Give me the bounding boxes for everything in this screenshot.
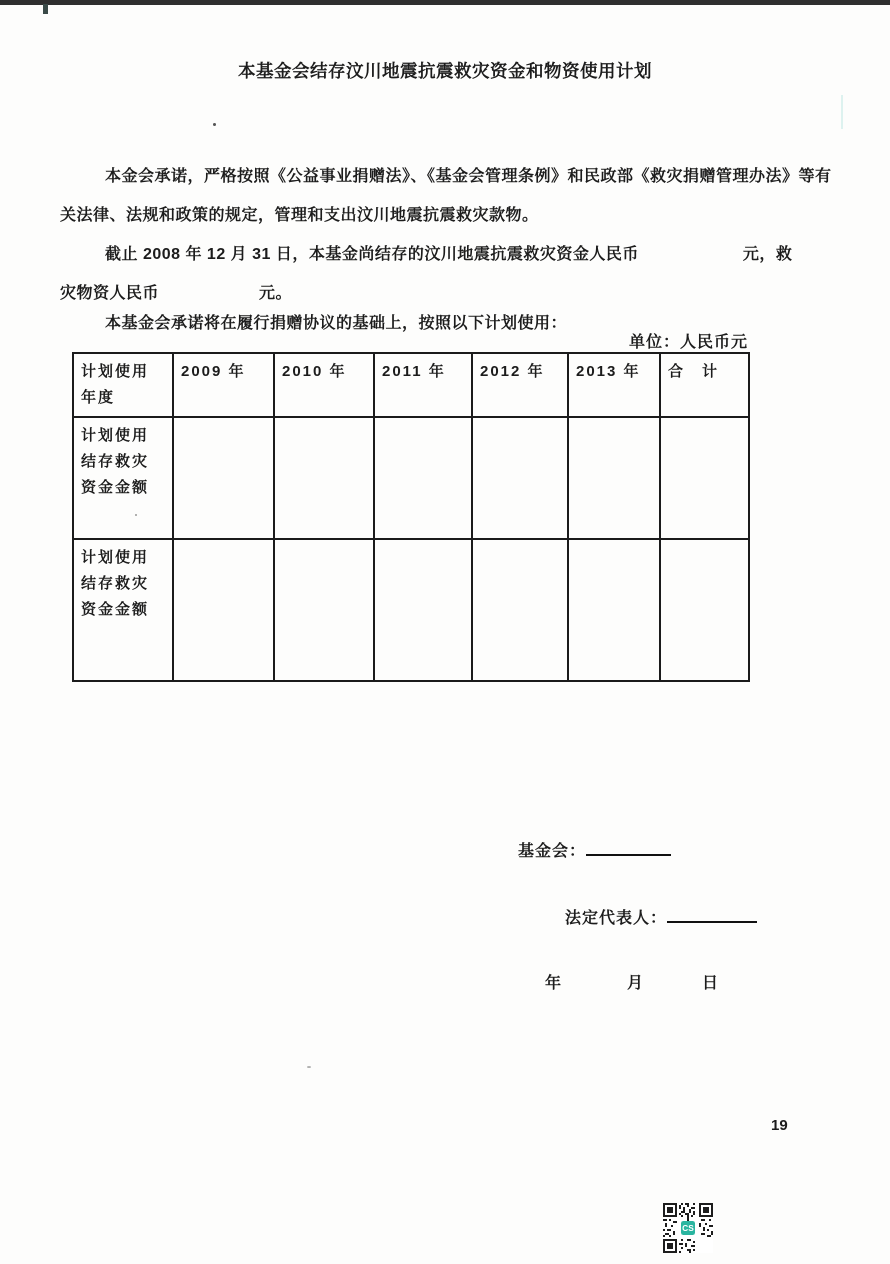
table-cell-empty xyxy=(568,417,660,539)
paragraph-3: 本基金会承诺将在履行捐赠协议的基础上，按照以下计划使用： xyxy=(105,315,568,332)
paragraph-1-line-2: 关法律、法规和政策的规定，管理和支出汶川地震抗震救灾款物。 xyxy=(60,207,539,224)
scan-edge-artifact xyxy=(0,0,890,5)
paragraph-1-line-1: 本金会承诺，严格按照《公益事业捐赠法》、《基金会管理条例》和民政部《救灾捐赠管理办法》等有 xyxy=(105,168,832,185)
amount-blank-materials xyxy=(159,297,259,298)
representative-signature-line xyxy=(565,905,757,928)
table-cell-empty xyxy=(173,417,274,539)
table-header-2010: 2010 年 xyxy=(274,353,374,417)
qr-code-graphic xyxy=(663,1203,713,1253)
table-header-total: 合 计 xyxy=(660,353,749,417)
plan-table xyxy=(72,352,750,682)
table-cell-empty xyxy=(374,539,472,681)
date-day-label: 日 xyxy=(702,975,719,992)
paragraph-2-text: 元，救 xyxy=(742,246,793,263)
unit-label: 单位：人民币元 xyxy=(628,334,748,351)
scan-mark-artifact xyxy=(43,4,48,14)
paragraph-2-line-1 xyxy=(105,241,792,264)
table-cell-empty xyxy=(374,417,472,539)
foundation-signature-blank xyxy=(586,840,671,856)
representative-signature-blank xyxy=(667,907,757,923)
paragraph-2-text: 元。 xyxy=(259,285,293,302)
table-header-2012: 2012 年 xyxy=(472,353,568,417)
table-cell-empty xyxy=(660,417,749,539)
table-cell-empty xyxy=(472,417,568,539)
table-header-2013: 2013 年 xyxy=(568,353,660,417)
table-cell-empty xyxy=(472,539,568,681)
scan-speck xyxy=(213,123,216,126)
foundation-label: 基金会： xyxy=(518,843,587,860)
scan-speck xyxy=(841,95,843,129)
scan-speck xyxy=(307,1066,311,1068)
paragraph-2-text: 截止 2008 年 12 月 31 日，本基金尚结存的汶川地震抗震救灾资金人民币 xyxy=(105,246,639,263)
qr-logo-label: CS xyxy=(682,1223,694,1233)
document-title: 本基金会结存汶川地震抗震救灾资金和物资使用计划 xyxy=(238,61,652,81)
paragraph-2-text: 灾物资人民币 xyxy=(60,285,160,302)
table-row xyxy=(73,417,749,539)
table-cell-empty xyxy=(274,539,374,681)
row-label: 计划使用结存救灾资金金额 xyxy=(73,539,173,681)
date-month-label: 月 xyxy=(627,975,644,992)
representative-label: 法定代表人： xyxy=(565,910,668,927)
amount-blank-funds xyxy=(639,258,743,259)
page-number: 19 xyxy=(771,1117,788,1134)
date-year-label: 年 xyxy=(545,975,562,992)
table-cell-empty xyxy=(568,539,660,681)
table-cell-empty xyxy=(274,417,374,539)
table-cell-empty xyxy=(660,539,749,681)
paragraph-2-line-2 xyxy=(60,280,292,303)
table-header-2011: 2011 年 xyxy=(374,353,472,417)
row-label: 计划使用结存救灾资金金额 xyxy=(73,417,173,539)
table-header-row xyxy=(73,353,749,417)
table-row xyxy=(73,539,749,681)
qr-code xyxy=(663,1203,713,1253)
table-header-2009: 2009 年 xyxy=(173,353,274,417)
table-header-plan-year: 计划使用年度 xyxy=(73,353,173,417)
foundation-signature-line xyxy=(518,838,671,861)
table-cell-empty xyxy=(173,539,274,681)
